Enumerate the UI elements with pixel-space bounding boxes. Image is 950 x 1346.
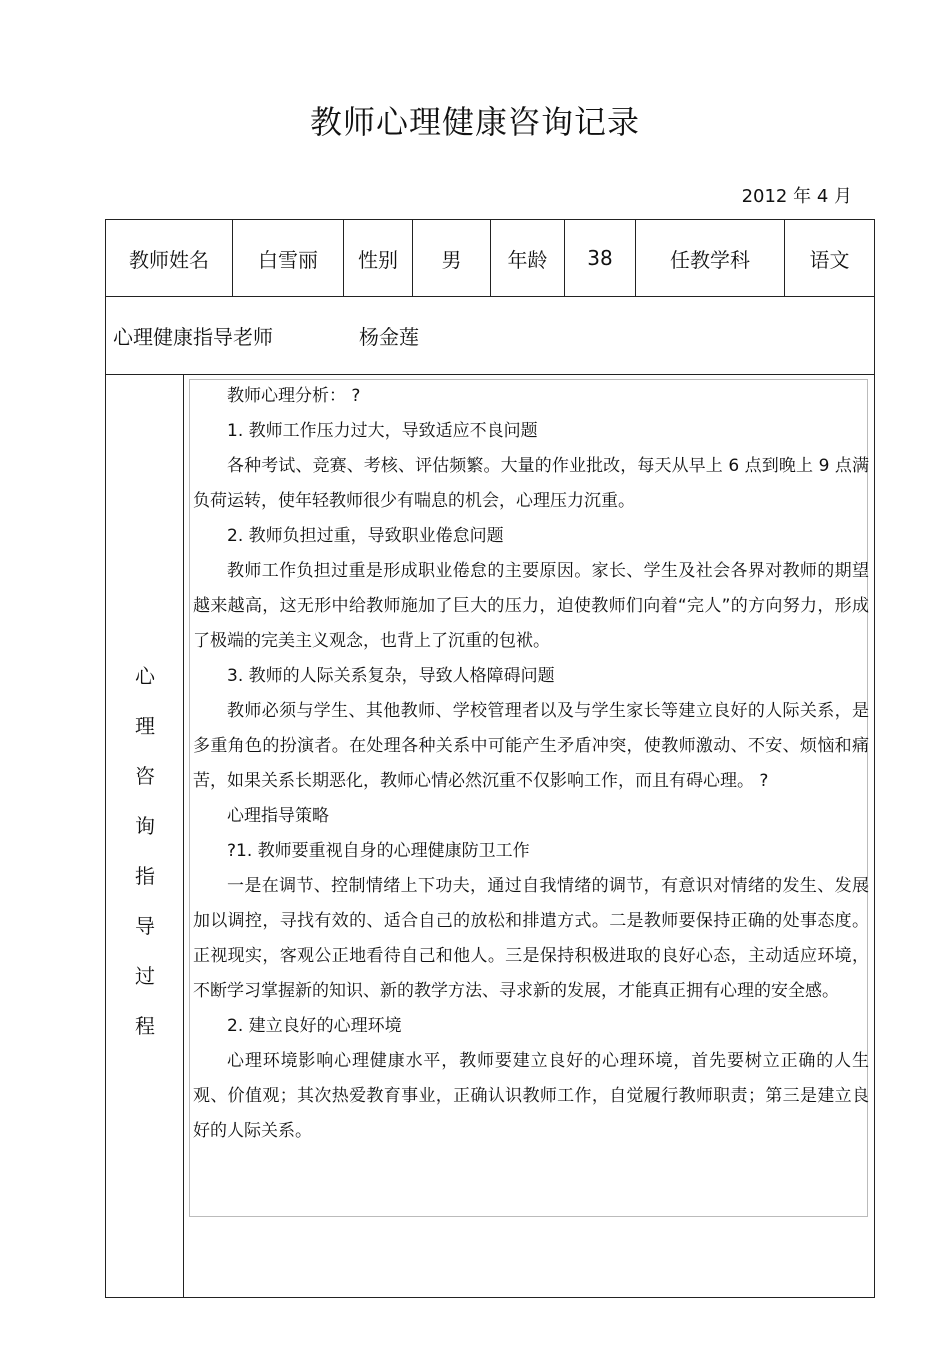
- subject-label: 任教学科: [636, 220, 785, 296]
- process-label-char: 导: [135, 914, 155, 938]
- record-date: 2012 年 4 月: [741, 186, 852, 207]
- section-heading: 1. 教师工作压力过大，导致适应不良问题: [227, 421, 538, 441]
- gender-label: 性别: [344, 220, 413, 296]
- paragraph: 心理环境影响心理健康水平，教师要建立良好的心理环境，首先要树立正确的人生观、价值观；其次热爱教育事业，正确认识教师工作，自觉履行教师职责；第三是建立良好的人际关系。: [193, 1051, 869, 1141]
- process-label-char: 指: [135, 864, 155, 888]
- process-label-char: 理: [135, 714, 155, 738]
- process-label-cell: [106, 375, 184, 1297]
- analysis-heading: 教师心理分析： ?: [227, 386, 361, 406]
- teacher-info-row: [106, 220, 874, 297]
- page-title: 教师心理健康咨询记录: [309, 103, 640, 141]
- section-heading: 3. 教师的人际关系复杂，导致人格障碍问题: [227, 666, 555, 686]
- gender-value: 男: [413, 220, 491, 296]
- counselor-label: 心理健康指导老师: [113, 325, 273, 349]
- process-label: [106, 651, 184, 1051]
- process-content: [193, 379, 869, 1149]
- subject-value: 语文: [809, 247, 850, 272]
- paragraph: 教师工作负担过重是形成职业倦怠的主要原因。家长、学生及社会各界对教师的期望越来越高，这无形中给教师施加了巨大的压力，迫使教师们向着“完人”的方向努力，形成了极端的完美主义观念，也背上了沉重的包袱。: [193, 561, 869, 651]
- name-value: 白雪丽: [233, 220, 344, 296]
- record-table: [105, 219, 875, 1298]
- process-label-char: 咨: [135, 764, 155, 788]
- age-value: 38: [565, 220, 636, 296]
- paragraph: 教师必须与学生、其他教师、学校管理者以及与学生家长等建立良好的人际关系，是多重角色的扮演者。在处理各种关系中可能产生矛盾冲突，使教师激动、不安、烦恼和痛苦，如果关系长期恶化，教师心情必然沉重不仅影响工作，而且有碍心理。 ?: [193, 701, 869, 791]
- paragraph: 各种考试、竞赛、考核、评估频繁。大量的作业批改，每天从早上 6 点到晚上 9 点满负荷运转，使年轻教师很少有喘息的机会，心理压力沉重。: [193, 456, 869, 511]
- name-label: 教师姓名: [106, 220, 233, 296]
- section-heading: ?1. 教师要重视自身的心理健康防卫工作: [227, 841, 530, 861]
- counselor-row: [106, 297, 874, 375]
- paragraph: 一是在调节、控制情绪上下功夫，通过自我情绪的调节，有意识对情绪的发生、发展加以调控，寻找有效的、适合自己的放松和排遣方式。二是教师要保持正确的处事态度。正视现实，客观公正地看待自己和他人。三是保持积极进取的良好心态，主动适应环境，不断学习掌握新的知识、新的教学方法、寻求新的发展，才能真正拥有心理的安全感。: [193, 876, 869, 1001]
- section-heading: 2. 教师负担过重，导致职业倦怠问题: [227, 526, 504, 546]
- section-heading: 2. 建立良好的心理环境: [227, 1016, 402, 1036]
- process-label-char: 询: [135, 814, 155, 838]
- counselor-value: 杨金莲: [359, 325, 419, 349]
- process-label-char: 程: [135, 1014, 155, 1038]
- process-label-char: 过: [135, 964, 155, 988]
- process-row: [106, 375, 874, 1297]
- age-label: 年龄: [491, 220, 565, 296]
- process-label-char: 心: [135, 664, 155, 688]
- strategy-heading: 心理指导策略: [227, 806, 329, 826]
